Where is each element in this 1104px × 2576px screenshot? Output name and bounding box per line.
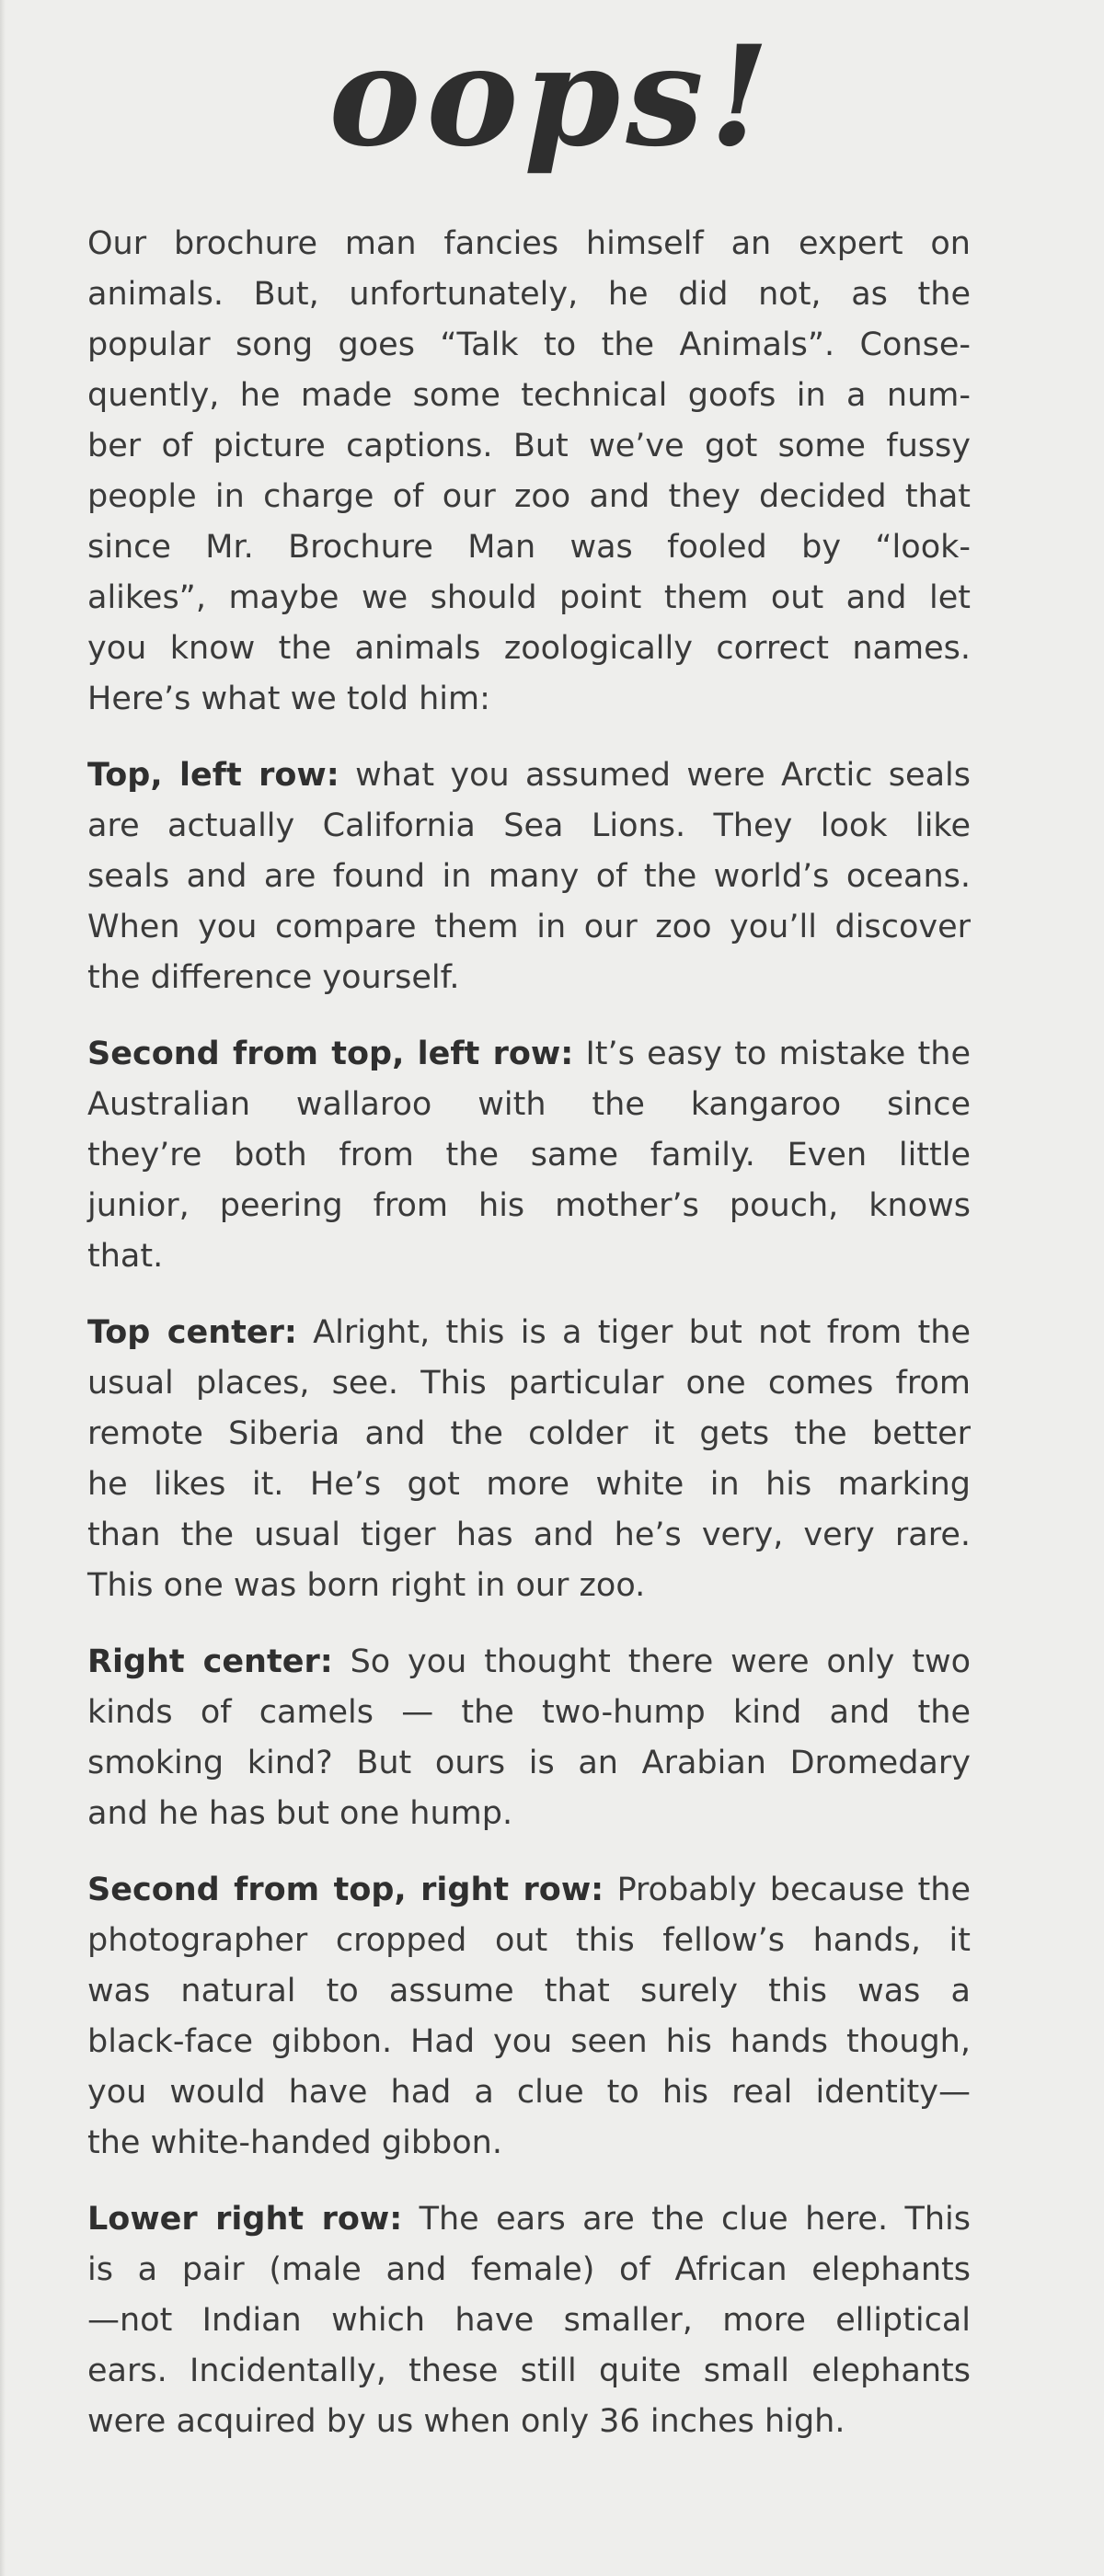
intro-line: since Mr. Brochure Man was fooled by “look-: [87, 529, 971, 566]
brochure-text: [87, 219, 971, 2473]
section-line: [87, 1865, 971, 1916]
section-line: remote Siberia and the colder it gets the better: [87, 1415, 971, 1452]
page-edge: [0, 0, 6, 2576]
section-line: the difference yourself.: [87, 959, 460, 996]
section-text: Probably because the: [604, 1872, 971, 1908]
section-line: you would have had a clue to his real identity—: [87, 2074, 971, 2111]
section-line: was natural to assume that surely this was a: [87, 1973, 971, 2009]
intro-line: you know the animals zoologically correct names.: [87, 630, 971, 667]
section-elephants: [87, 2194, 971, 2447]
page-title: oops!: [328, 16, 776, 177]
section-line: [87, 750, 971, 801]
section-line: than the usual tiger has and he’s very, very rare.: [87, 1517, 971, 1553]
section-text: Alright, this is a tiger but not from the: [296, 1314, 971, 1351]
section-line: [87, 2194, 971, 2245]
section-line: he likes it. He’s got more white in his marking: [87, 1466, 971, 1503]
section-line: were acquired by us when only 36 inches high.: [87, 2403, 845, 2440]
section-line: [87, 1029, 971, 1080]
section-line: When you compare them in our zoo you’ll discover: [87, 909, 971, 945]
section-gibbon: [87, 1865, 971, 2169]
intro-paragraph: [87, 219, 971, 725]
section-camel: [87, 1637, 971, 1839]
section-line: ears. Incidentally, these still quite small elephants: [87, 2353, 971, 2389]
section-text: It’s easy to mistake the: [573, 1036, 971, 1072]
section-text: So you thought there were only two: [332, 1643, 971, 1680]
section-lead: Second from top, right row:: [87, 1872, 604, 1908]
section-line: the white-handed gibbon.: [87, 2124, 502, 2161]
section-line: junior, peering from his mother’s pouch, knows: [87, 1187, 971, 1224]
section-line: usual places, see. This particular one comes from: [87, 1365, 971, 1402]
intro-line: popular song goes “Talk to the Animals”. Conse-: [87, 326, 971, 363]
section-line: —not Indian which have smaller, more elliptical: [87, 2302, 971, 2339]
section-line: seals and are found in many of the world’s oceans.: [87, 858, 971, 895]
section-text: what you assumed were Arctic seals: [339, 757, 971, 794]
intro-line: quently, he made some technical goofs in a num-: [87, 377, 971, 414]
section-lead: Lower right row:: [87, 2201, 403, 2238]
section-lead: Second from top, left row:: [87, 1036, 574, 1072]
intro-line: Here’s what we told him:: [87, 681, 490, 717]
intro-line: Our brochure man fancies himself an expert on: [87, 225, 971, 262]
section-tiger: [87, 1308, 971, 1611]
section-lead: Top, left row:: [87, 757, 339, 794]
section-line: kinds of camels — the two-hump kind and the: [87, 1694, 971, 1731]
section-line: black-face gibbon. Had you seen his hands though,: [87, 2023, 971, 2060]
section-line: they’re both from the same family. Even little: [87, 1137, 971, 1174]
section-line: are actually California Sea Lions. They look like: [87, 807, 971, 844]
intro-line: people in charge of our zoo and they decided that: [87, 478, 971, 515]
section-line: smoking kind? But ours is an Arabian Dromedary: [87, 1745, 971, 1781]
section-line: and he has but one hump.: [87, 1795, 513, 1832]
section-sea-lions: [87, 750, 971, 1003]
section-line: photographer cropped out this fellow’s hands, it: [87, 1922, 971, 1959]
section-line: Australian wallaroo with the kangaroo since: [87, 1086, 971, 1123]
section-wallaroo: [87, 1029, 971, 1282]
intro-line: ber of picture captions. But we’ve got some fussy: [87, 428, 971, 464]
section-line: This one was born right in our zoo.: [87, 1567, 646, 1604]
section-line: [87, 1637, 971, 1688]
section-lead: Right center:: [87, 1643, 333, 1680]
section-text: The ears are the clue here. This: [402, 2201, 971, 2238]
section-line: is a pair (male and female) of African elephants: [87, 2251, 971, 2288]
section-lead: Top center:: [87, 1314, 297, 1351]
intro-line: animals. But, unfortunately, he did not, as the: [87, 276, 971, 313]
intro-line: alikes”, maybe we should point them out and let: [87, 579, 971, 616]
section-line: [87, 1308, 971, 1358]
section-line: that.: [87, 1238, 164, 1275]
